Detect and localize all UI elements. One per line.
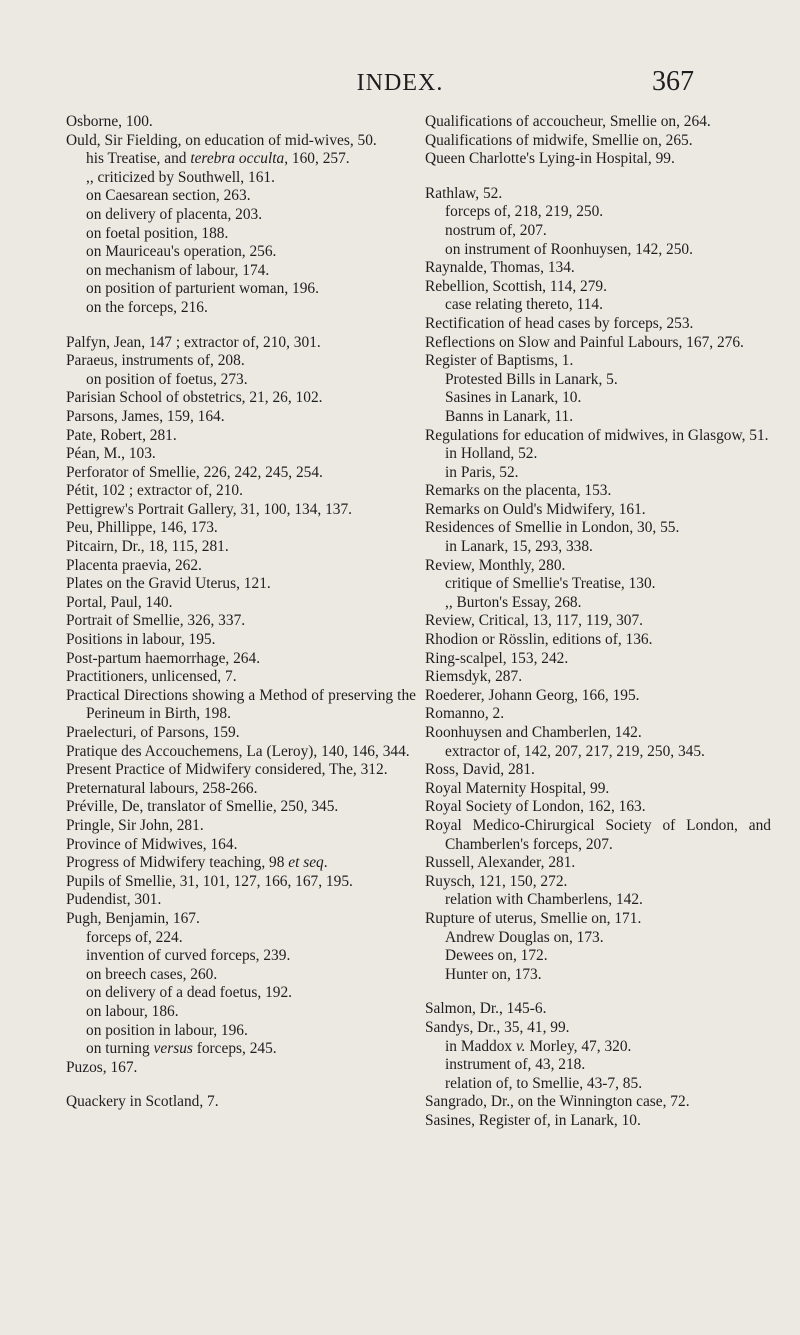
index-entry: Remarks on the placenta, 153. bbox=[425, 482, 612, 500]
index-entry: Placenta praevia, 262. bbox=[66, 556, 202, 574]
entry-text: . bbox=[323, 854, 328, 872]
index-entry: Parisian School of obstetrics, 21, 26, 102. bbox=[66, 389, 323, 407]
index-entry: Paraeus, instruments of, 208. bbox=[66, 352, 245, 370]
index-subentry: on instrument of Roonhuysen, 142, 250. bbox=[445, 240, 693, 258]
index-entry: Royal Maternity Hospital, 99. bbox=[425, 779, 610, 797]
index-subentry: ,, criticized by Southwell, 161. bbox=[86, 168, 275, 186]
index-entry: Peu, Phillippe, 146, 173. bbox=[66, 519, 218, 537]
index-entry: Praelecturi, of Parsons, 159. bbox=[66, 724, 240, 741]
index-subentry: on position of foetus, 273. bbox=[86, 370, 248, 388]
entry-text: forceps, 245. bbox=[192, 1040, 277, 1058]
index-entry: Quackery in Scotland, 7. bbox=[66, 1093, 219, 1111]
index-entry: Pettigrew's Portrait Gallery, 31, 100, 134, 137. bbox=[66, 500, 353, 518]
index-entry: Salmon, Dr., 145-6. bbox=[425, 1000, 547, 1018]
index-entry: Roonhuysen and Chamberlen, 142. bbox=[425, 724, 642, 741]
index-entry: Practitioners, unlicensed, 7. bbox=[66, 668, 237, 686]
index-subentry: on Mauriceau's operation, 256. bbox=[86, 243, 277, 261]
index-entry: Portal, Paul, 140. bbox=[66, 593, 173, 611]
index-entry: Residences of Smellie in London, 30, 55. bbox=[425, 519, 680, 537]
index-subentry: on delivery of a dead foetus, 192. bbox=[86, 984, 292, 1002]
entry-text: Progress of Midwifery teaching, 98 bbox=[66, 854, 289, 872]
index-subentry: in Lanark, 15, 293, 338. bbox=[445, 538, 593, 556]
italic-text: versus bbox=[153, 1040, 193, 1058]
index-subentry: Hunter on, 173. bbox=[445, 965, 542, 983]
index-entry: Review, Critical, 13, 117, 119, 307. bbox=[425, 612, 644, 630]
index-subentry: on delivery of placenta, 203. bbox=[86, 205, 263, 223]
index-subentry: on breech cases, 260. bbox=[86, 965, 218, 983]
index-entry: Reflections on Slow and Painful Labours, 167, 276. bbox=[425, 333, 744, 351]
index-entry: Ring-scalpel, 153, 242. bbox=[425, 649, 569, 667]
index-entry: Review, Monthly, 280. bbox=[425, 556, 566, 574]
index-entry: Pupils of Smellie, 31, 101, 127, 166, 167, 195. bbox=[66, 872, 353, 890]
index-entry: Sangrado, Dr., on the Winnington case, 72. bbox=[425, 1093, 690, 1111]
index-entry: Register of Baptisms, 1. bbox=[425, 352, 574, 370]
index-subentry: forceps of, 224. bbox=[86, 928, 183, 946]
index-entry: Palfyn, Jean, 147 ; extractor of, 210, 301. bbox=[66, 333, 321, 351]
index-subentry: Dewees on, 172. bbox=[445, 947, 548, 965]
index-entry: Portrait of Smellie, 326, 337. bbox=[66, 612, 246, 630]
index-subentry: nostrum of, 207. bbox=[445, 221, 547, 239]
index-entry: Raynalde, Thomas, 134. bbox=[425, 259, 575, 277]
index-entry: Ould, Sir Fielding, on education of mid-wives, 50. bbox=[66, 131, 377, 149]
index-subentry: relation with Chamberlens, 142. bbox=[445, 891, 643, 909]
running-title: INDEX. bbox=[356, 70, 444, 96]
index-subentry: ,, Burton's Essay, 268. bbox=[445, 593, 582, 611]
index-entry: Pudendist, 301. bbox=[66, 891, 162, 909]
index-entry: Roederer, Johann Georg, 166, 195. bbox=[425, 686, 640, 704]
index-entry: Rebellion, Scottish, 114, 279. bbox=[425, 277, 607, 295]
index-subentry: Andrew Douglas on, 173. bbox=[445, 928, 604, 946]
index-subentry: in Holland, 52. bbox=[445, 445, 538, 463]
entry-text: , 160, 257. bbox=[284, 150, 350, 168]
italic-text: et seq bbox=[288, 854, 324, 872]
index-entry: Rhodion or Rösslin, editions of, 136. bbox=[425, 631, 653, 649]
index-entry: Pitcairn, Dr., 18, 115, 281. bbox=[66, 538, 229, 556]
index-entry: Present Practice of Midwifery considered, The, 312. bbox=[66, 761, 388, 779]
index-entry bbox=[66, 854, 416, 873]
index-entry: Qualifications of accoucheur, Smellie on, 264. bbox=[425, 113, 711, 130]
index-subentry: on position in labour, 196. bbox=[86, 1021, 248, 1039]
index-entry: Pétit, 102 ; extractor of, 210. bbox=[66, 482, 243, 500]
index-entry: Puzos, 167. bbox=[66, 1058, 138, 1076]
index-column-right bbox=[425, 113, 771, 1130]
index-entry: Ruysch, 121, 150, 272. bbox=[425, 872, 568, 890]
index-subentry: invention of curved forceps, 239. bbox=[86, 947, 291, 965]
index-subentry: forceps of, 218, 219, 250. bbox=[445, 203, 604, 221]
page-number: 367 bbox=[652, 66, 694, 97]
index-entry: Remarks on Ould's Midwifery, 161. bbox=[425, 500, 646, 518]
entry-text: his Treatise, and bbox=[86, 150, 191, 168]
index-entry: Ross, David, 281. bbox=[425, 761, 535, 779]
index-subentry: critique of Smellie's Treatise, 130. bbox=[445, 575, 656, 593]
index-subentry: case relating thereto, 114. bbox=[445, 296, 603, 314]
index-entry: Queen Charlotte's Lying-in Hospital, 99. bbox=[425, 150, 675, 168]
index-entry: Preternatural labours, 258-266. bbox=[66, 779, 258, 797]
index-subentry bbox=[425, 1038, 771, 1057]
index-entry: Royal Society of London, 162, 163. bbox=[425, 798, 646, 816]
index-entry: Rathlaw, 52. bbox=[425, 184, 503, 202]
index-subentry: Protested Bills in Lanark, 5. bbox=[445, 370, 618, 388]
index-entry: Sasines, Register of, in Lanark, 10. bbox=[425, 1111, 641, 1129]
index-subentry: on position of parturient woman, 196. bbox=[86, 280, 319, 298]
index-entry: Plates on the Gravid Uterus, 121. bbox=[66, 575, 271, 593]
index-subentry: Sasines in Lanark, 10. bbox=[445, 389, 582, 407]
italic-text: terebra occulta bbox=[190, 150, 285, 168]
index-subentry: Banns in Lanark, 11. bbox=[445, 407, 574, 425]
index-subentry: in Paris, 52. bbox=[445, 463, 519, 481]
index-subentry: relation of, to Smellie, 43-7, 85. bbox=[445, 1074, 643, 1092]
index-entry: Préville, De, translator of Smellie, 250, 345. bbox=[66, 798, 339, 816]
index-subentry: on the forceps, 216. bbox=[86, 298, 208, 316]
index-entry: Parsons, James, 159, 164. bbox=[66, 407, 225, 425]
index-subentry: on mechanism of labour, 174. bbox=[86, 261, 270, 279]
index-subentry: on Caesarean section, 263. bbox=[86, 187, 251, 205]
index-subentry bbox=[66, 1040, 416, 1059]
index-entry: Practical Directions showing a Method of preserving the Perineum in Birth, 198. bbox=[66, 686, 416, 723]
index-entry: Perforator of Smellie, 226, 242, 245, 254. bbox=[66, 463, 323, 481]
index-entry: Post-partum haemorrhage, 264. bbox=[66, 649, 261, 667]
entry-text: on turning bbox=[86, 1040, 154, 1058]
index-entry: Positions in labour, 195. bbox=[66, 631, 216, 649]
index-entry: Regulations for education of midwives, in Glasgow, 51. bbox=[425, 426, 769, 444]
entry-text: in Maddox bbox=[445, 1037, 516, 1055]
index-entry: Péan, M., 103. bbox=[66, 445, 156, 463]
index-subentry: on labour, 186. bbox=[86, 1002, 179, 1020]
index-entry: Russell, Alexander, 281. bbox=[425, 854, 576, 872]
index-entry: Osborne, 100. bbox=[66, 113, 153, 130]
index-entry: Riemsdyk, 287. bbox=[425, 668, 523, 686]
entry-text: Morley, 47, 320. bbox=[525, 1037, 632, 1055]
index-entry: Sandys, Dr., 35, 41, 99. bbox=[425, 1018, 570, 1036]
index-entry: Pugh, Benjamin, 167. bbox=[66, 909, 200, 927]
index-subentry bbox=[66, 150, 416, 169]
index-entry: Rectification of head cases by forceps, 253. bbox=[425, 314, 694, 332]
index-subentry: on foetal position, 188. bbox=[86, 224, 229, 242]
page-header bbox=[0, 62, 800, 112]
index-subentry: instrument of, 43, 218. bbox=[445, 1056, 586, 1074]
index-entry: Rupture of uterus, Smellie on, 171. bbox=[425, 909, 642, 927]
index-entry: Province of Midwives, 164. bbox=[66, 835, 238, 853]
index-column-left bbox=[66, 113, 416, 1112]
index-entry: Pratique des Accouchemens, La (Leroy), 140, 146, 344. bbox=[66, 742, 410, 760]
italic-text: v. bbox=[515, 1037, 526, 1055]
index-entry: Royal Medico-Chirurgical Society of London, and Chamberlen's forceps, 207. bbox=[425, 816, 771, 853]
index-entry: Pate, Robert, 281. bbox=[66, 426, 177, 444]
index-entry: Romanno, 2. bbox=[425, 705, 505, 723]
index-entry: Qualifications of midwife, Smellie on, 265. bbox=[425, 131, 693, 149]
index-subentry: extractor of, 142, 207, 217, 219, 250, 345. bbox=[445, 742, 705, 760]
index-entry: Pringle, Sir John, 281. bbox=[66, 816, 204, 834]
